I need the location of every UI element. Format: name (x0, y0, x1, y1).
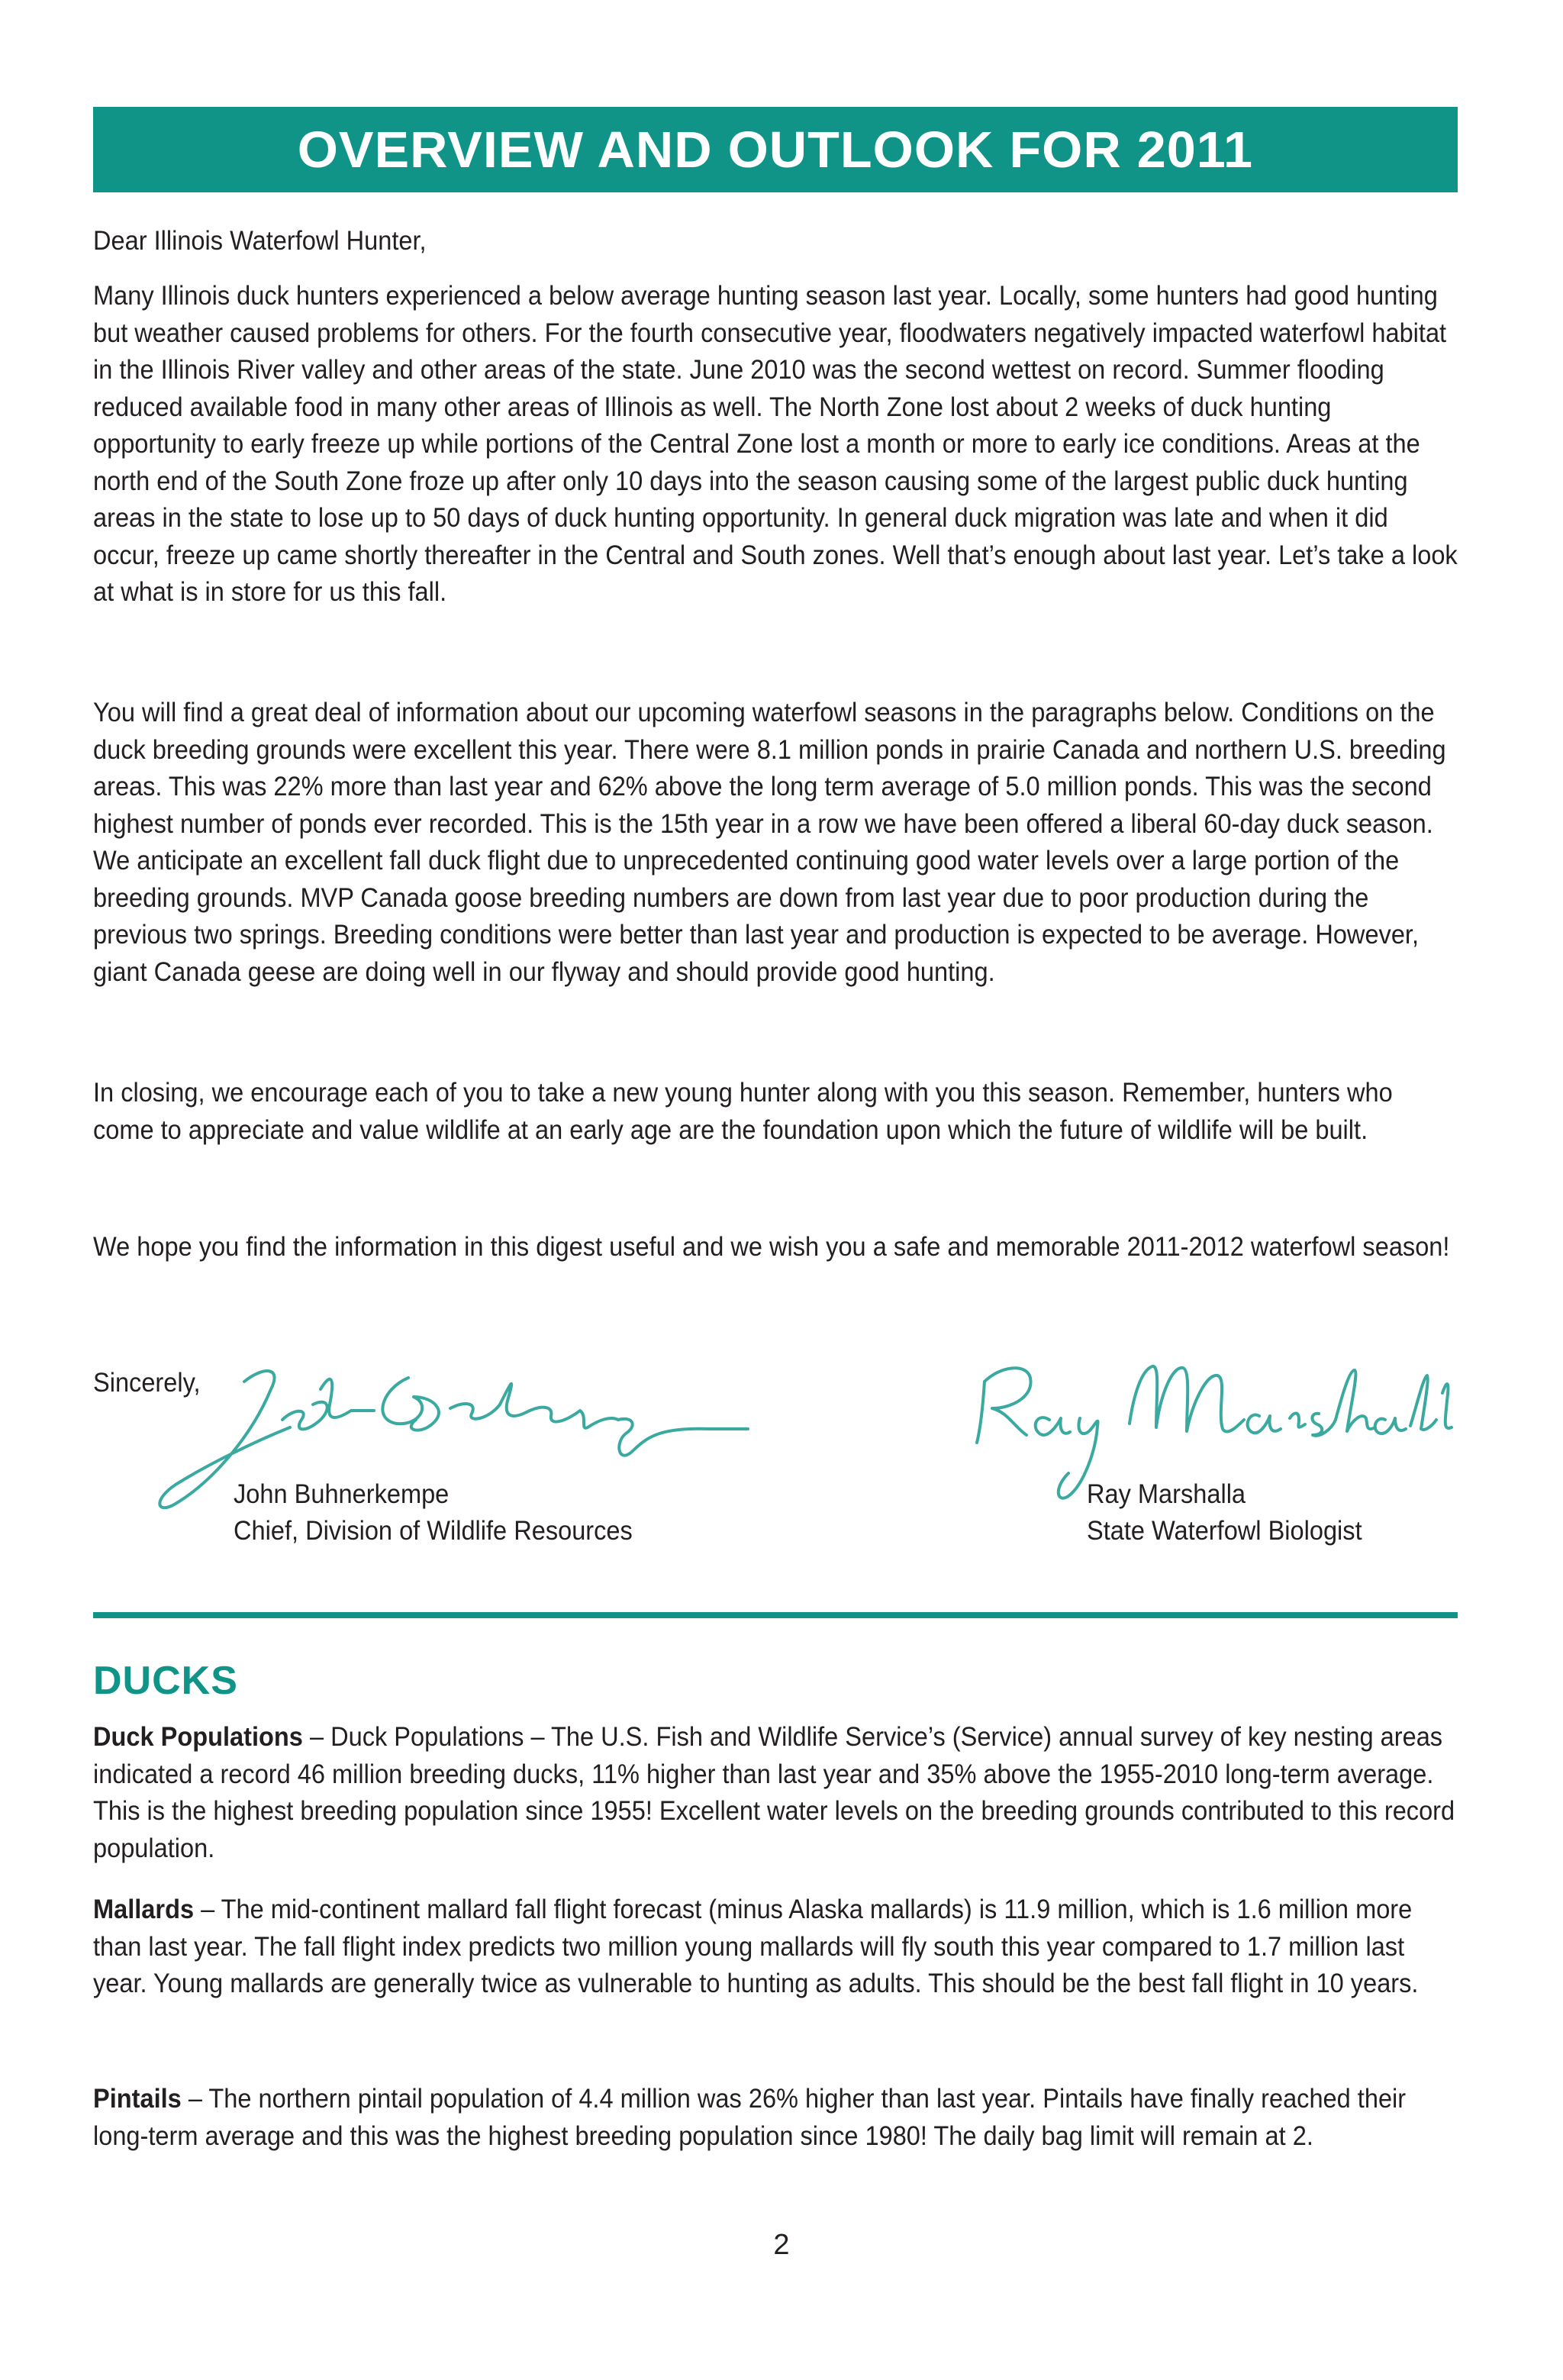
letter-paragraph (93, 1075, 1459, 1149)
ducks-paragraph (93, 2081, 1459, 2155)
letter-paragraph (93, 695, 1459, 991)
ducks-paragraph-mallards (93, 1891, 1459, 2003)
ducks-paragraph-pintails (93, 2081, 1459, 2155)
page-title: OVERVIEW AND OUTLOOK FOR 2011 (297, 121, 1254, 179)
salutation (93, 223, 1459, 260)
section-divider (93, 1612, 1458, 1618)
ducks-paragraph (93, 1891, 1459, 2003)
signer-block-marshalla (1087, 1476, 1362, 1550)
letter-paragraph (93, 278, 1459, 611)
ducks-paragraph (93, 1719, 1459, 1867)
letter-paragraph-1: Many Illinois duck hunters experienced a below average hunting season last year. Locally, some hunters had good hunting but weather caused problems for others. For the fourth consecutive year, floodwaters negatively impacted waterfowl habitat in the Illinois River valley and other areas of the state. June 2010 was the second wettest on record. Summer flooding reduced available food in many other areas of Illinois as well. The North Zone lost about 2 weeks of duck hunting opportunity to early freeze up while portions of the Central Zone lost a month or more to early ice conditions. Areas at the north end of the South Zone froze up after only 10 days into the season causing some of the largest public duck hunting areas in the state to lose up to 50 days of duck hunting opportunity. In general duck migration was late and when it did occur, freeze up came shortly thereafter in the Central and South zones. Well that’s enough about last year. Let’s take a look at what is in store for us this fall. (93, 281, 1458, 607)
salutation-text: Dear Illinois Waterfowl Hunter, (93, 226, 427, 256)
closing-text: Sincerely, (93, 1368, 201, 1398)
signer-name: Ray Marshalla (1087, 1479, 1246, 1509)
letter-paragraph (93, 1229, 1459, 1266)
letter-paragraph-2: You will find a great deal of information about our upcoming waterfowl seasons in the paragraphs below. Conditions on the duck breeding grounds were excellent this year. There were 8.1 million ponds in prairie Canada and northern U.S. breeding areas. This was 22% more than last year and 62% above the long term average of 5.0 million ponds. This was the second highest number of ponds ever recorded. This is the 15th year in a row we have been offered a liberal 60-day duck season. We anticipate an excellent fall duck flight due to unprecedented continuing good water levels over a large portion of the breeding grounds. MVP Canada goose breeding numbers are down from last year due to poor production during the previous two springs. Breeding conditions were better than last year and production is expected to be average. However, giant Canada geese are doing well in our flyway and should provide good hunting. (93, 698, 1446, 987)
paragraph-text: – Duck Populations – The U.S. Fish and Wildlife Service’s (Service) annual survey of key nesting areas indicated a record 46 million breeding ducks, 11% higher than last year and 35% above the 1955-2010 long-term average. This is the highest breeding population since 1955! Excellent water levels on the breeding grounds contributed to this record population. (93, 1722, 1455, 1863)
ducks-paragraph-populations (93, 1719, 1459, 1867)
signer-title: State Waterfowl Biologist (1087, 1516, 1362, 1546)
section-heading-ducks: DUCKS (93, 1659, 238, 1703)
paragraph-lead: Pintails (93, 2084, 182, 2114)
signer-name: John Buhnerkempe (234, 1479, 450, 1509)
letter-paragraph-3: In closing, we encourage each of you to take a new young hunter along with you this season. Remember, hunters who come to appreciate and value wildlife at an early age are the foundation upon which the future of wildlife will be built. (93, 1078, 1393, 1145)
paragraph-lead: Mallards (93, 1895, 195, 1924)
signer-title: Chief, Division of Wildlife Resources (234, 1516, 633, 1546)
title-banner (93, 107, 1458, 192)
paragraph-text: – The northern pintail population of 4.4 million was 26% higher than last year. Pintails have finally reached their long-term average and this was the highest breeding population since 1980! The daily bag limit will remain at 2. (93, 2084, 1407, 2151)
signer-block-buhnerkempe (234, 1476, 633, 1550)
page-number: 2 (773, 2229, 790, 2261)
paragraph-lead: Duck Populations (93, 1722, 303, 1752)
paragraph-text: – The mid-continent mallard fall flight forecast (minus Alaska mallards) is 11.9 million, which is 1.6 million more than last year. The fall flight index predicts two million young mallards will fly south this year compared to 1.7 million last year. Young mallards are generally twice as vulnerable to hunting as adults. This should be the best fall flight in 10 years. (93, 1895, 1419, 1998)
letter-paragraph-4: We hope you find the information in this digest useful and we wish you a safe and memorable 2011-2012 waterfowl season! (93, 1232, 1450, 1262)
